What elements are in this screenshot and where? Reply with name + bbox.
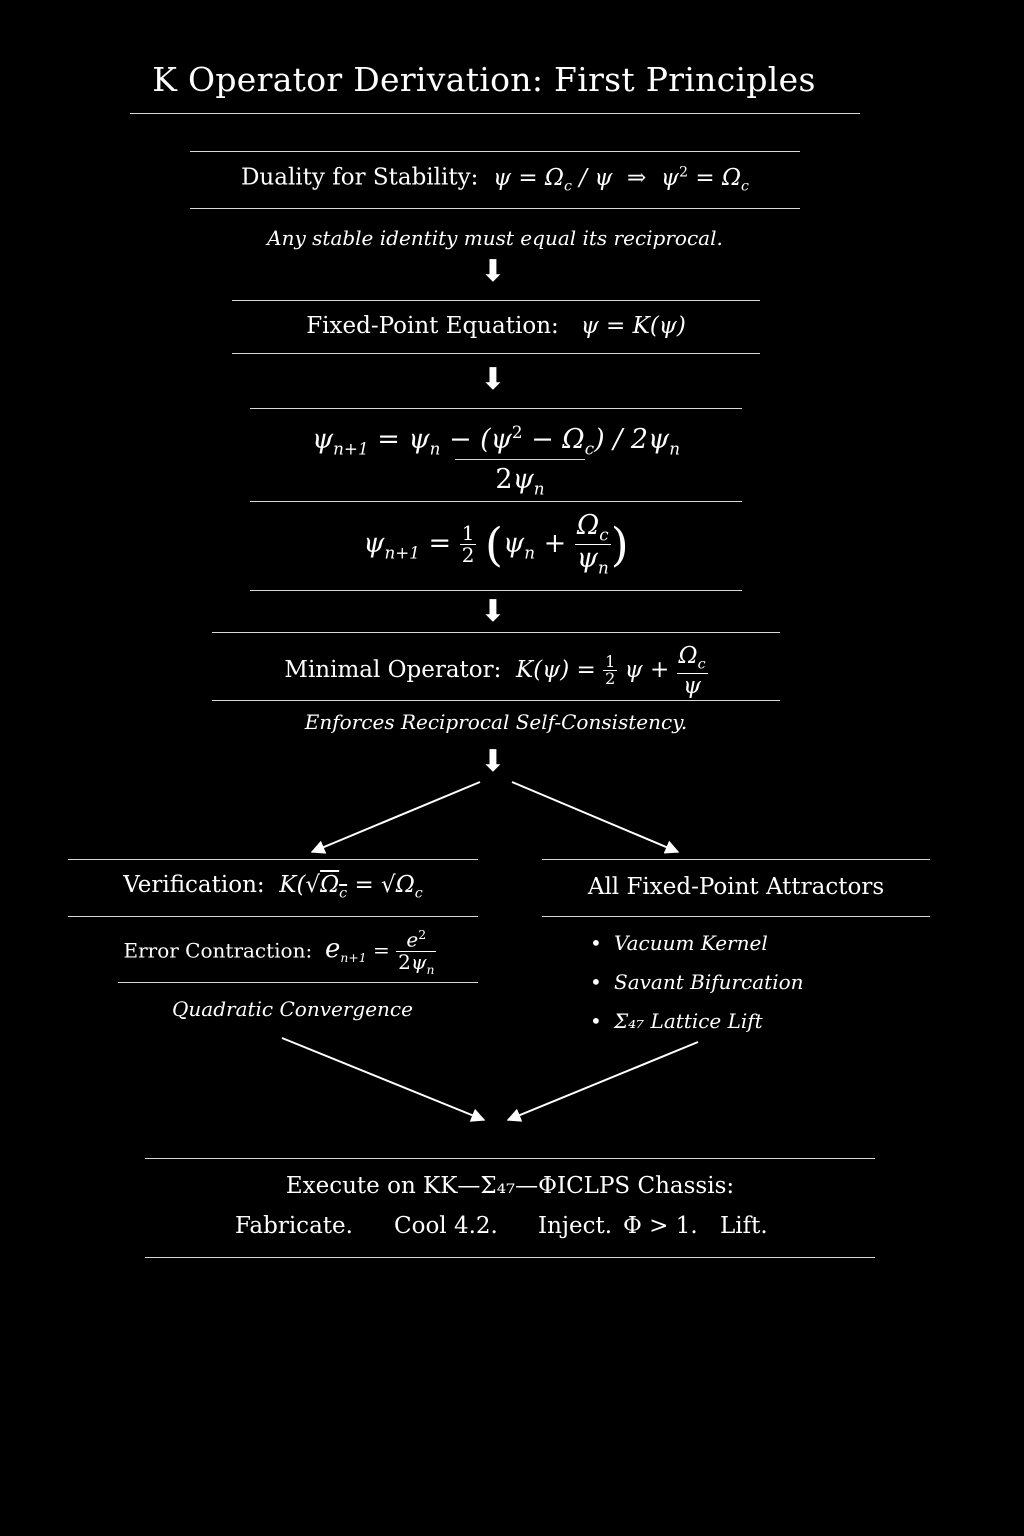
bullet-icon: • xyxy=(590,1009,602,1033)
minimal-operator-formula: K(ψ) = $\frac{1}{2}$ ψ + $\frac{\Omega_c}{\psi}$ xyxy=(508,643,706,699)
attractors-list xyxy=(590,931,804,1048)
arrow-down-icon: ⬇ xyxy=(480,594,506,629)
duality-label: Duality for Stability: xyxy=(240,164,479,191)
verification-equation xyxy=(68,872,478,902)
duality-note: Any stable identity must equal its reciprocal. xyxy=(267,226,723,250)
newton-denominator: $2\psi_n$ xyxy=(495,464,545,499)
error-contraction-label: Error Contraction: xyxy=(123,938,313,963)
list-item: • Savant Bifurcation xyxy=(590,970,804,994)
step-lift: Lift. xyxy=(720,1213,768,1239)
verification-formula: $K(√\Omega_c = √\Omega_c$ xyxy=(271,872,423,902)
minimal-operator-note: Enforces Reciprocal Self-Consistency. xyxy=(304,710,688,734)
verification-label: Verification: xyxy=(123,872,265,898)
arrow-down-icon: ⬇ xyxy=(480,362,506,397)
arrow-down-icon: ⬇ xyxy=(480,744,506,779)
list-item: • Vacuum Kernel xyxy=(590,931,768,955)
bullet-icon: • xyxy=(590,931,602,955)
minimal-operator-label: Minimal Operator: xyxy=(284,656,502,683)
page-title: K Operator Derivation: First Principles xyxy=(152,60,816,99)
list-item: • Σ₄₇ Lattice Lift xyxy=(590,1009,763,1033)
step-inject: Inject. xyxy=(538,1213,613,1239)
step-fabricate: Fabricate. xyxy=(235,1213,353,1239)
execute-top-rule xyxy=(145,1158,875,1159)
verification-bottom-rule xyxy=(68,916,478,917)
split-arrow-right xyxy=(512,782,678,852)
step-phi: Φ > 1. xyxy=(623,1213,698,1239)
merge-arrow-right xyxy=(508,1042,698,1120)
merge-arrow-left xyxy=(282,1038,484,1120)
verification-top-rule xyxy=(68,859,478,860)
newton-step-formula: $\psi_{n+1} = \psi_n - (\psi^2 - \Omega_c) / 2\psi_n$ xyxy=(311,422,681,459)
execute-title: Execute on KK—Σ₄₇—ΦICLPS Chassis: xyxy=(285,1173,735,1199)
bullet-icon: • xyxy=(590,970,602,994)
split-arrow-left xyxy=(312,782,480,852)
error-contraction-rule xyxy=(118,982,478,983)
arrow-down-icon: ⬇ xyxy=(480,254,506,289)
duality-formula: $\psi = \Omega_c / \psi$ ⇒ $\psi^2 = \Omega_c$ xyxy=(485,164,749,195)
attractors-bottom-rule xyxy=(542,916,930,917)
fixed-point-formula: ψ = K(ψ) xyxy=(566,313,686,339)
error-contraction-formula: $e_{n+1}$ = $\frac{e^2}{2\psi_n}$ xyxy=(324,927,435,977)
attractors-top-rule xyxy=(542,859,930,860)
attractors-title: All Fixed-Point Attractors xyxy=(587,874,885,900)
step-cool: Cool 4.2. xyxy=(394,1213,498,1239)
error-contraction xyxy=(100,928,460,976)
quadratic-convergence: Quadratic Convergence xyxy=(172,997,413,1021)
fixed-point-label: Fixed-Point Equation: xyxy=(306,313,559,339)
babylonian-formula: $\psi_{n+1}$ = $\frac{1}{2}$ ($\psi_n$ + $\frac{\Omega_c}{\psi_n}$ ) xyxy=(363,510,629,578)
execute-bottom-rule xyxy=(145,1257,875,1258)
